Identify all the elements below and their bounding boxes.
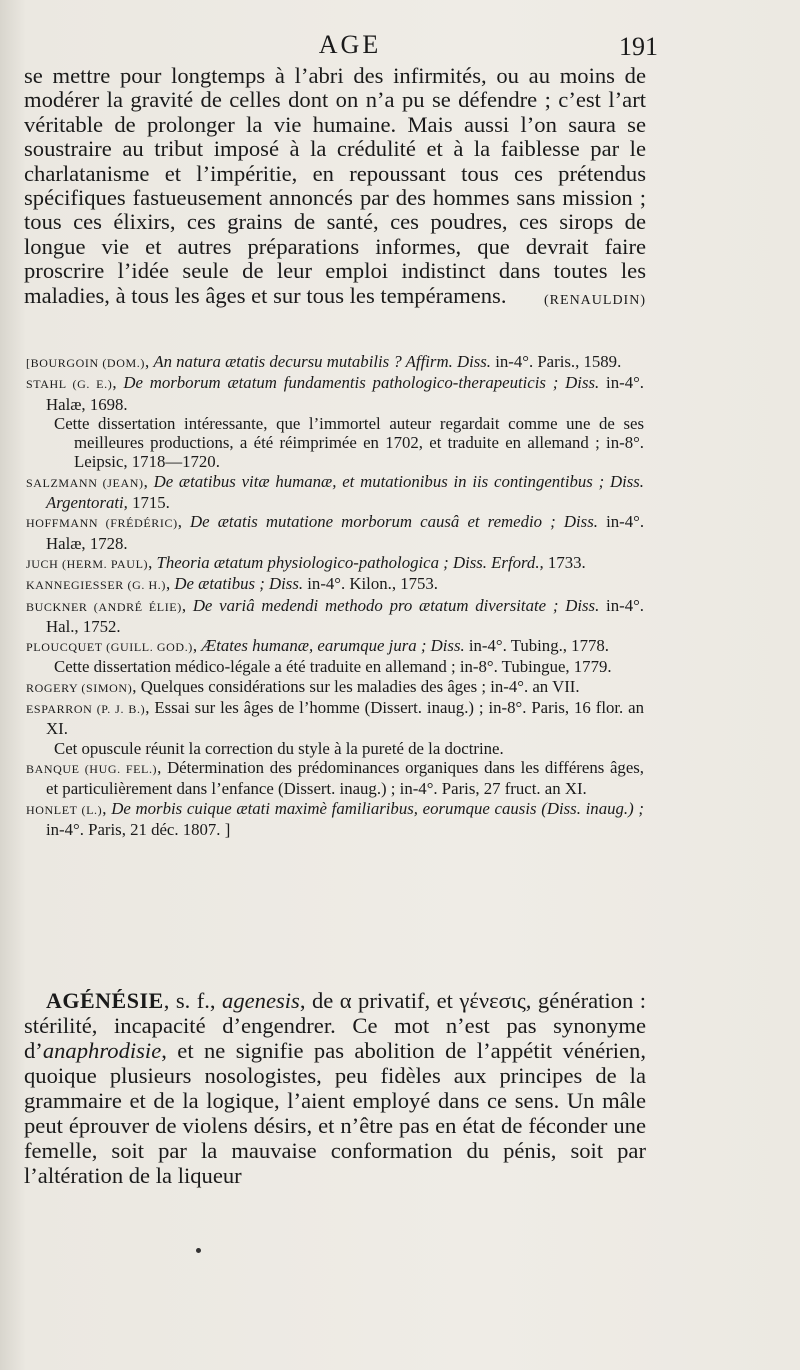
entry-author: STAHL (G. E.) bbox=[26, 377, 113, 392]
entry-author: PLOUCQUET (GUILL. GOD.) bbox=[26, 640, 193, 655]
entry-author: BUCKNER (ANDRÉ ÉLIE) bbox=[26, 599, 182, 614]
entry-title: De variâ medendi methodo pro ætatum diversitate ; Diss. bbox=[192, 595, 600, 615]
entry-author: HOFFMANN (FRÉDÉRIC) bbox=[26, 516, 178, 531]
bibliography-list bbox=[26, 352, 644, 839]
article-text-3: , et ne signifie pas abolition de l’appétit vénérien, quoique plusieurs nosologistes, peu fidèles aux principes de la grammaire et de la logique, l’aient employé dans ce sens. Un mâle peut éprouver de violens désirs, et n’être pas en état de féconder une femelle, soit par la mauvaise conformation du pénis, soit par l’altération de la liqueur bbox=[24, 1038, 646, 1188]
entry-author: SALZMANN (JEAN) bbox=[26, 475, 144, 490]
running-head: AGE bbox=[318, 30, 382, 59]
page-number: 191 bbox=[619, 32, 658, 61]
bibliography-entry: BUCKNER (ANDRÉ ÉLIE), De variâ medendi methodo pro ætatum diversitate ; Diss. in-4°. Hal., 1752. bbox=[26, 595, 644, 636]
note-text: Cette dissertation intéressante, que l’immortel auteur regardait comme une de ses meilleures productions, a été réimprimée en 1702, et traduite en allemand ; in-8°. Leipsic, 1718—1720. bbox=[54, 413, 644, 472]
entry-author: [BOURGOIN (DOM.) bbox=[26, 356, 145, 370]
entry-details: 1733. bbox=[547, 552, 586, 572]
bibliography-entry: STAHL (G. E.), De morborum ætatum fundamentis pathologico-therapeuticis ; Diss. in-4°. Halæ, 1698. bbox=[26, 373, 644, 414]
bibliography-entry: JUCH (HERM. PAUL), Theoria ætatum physiologico-pathologica ; Diss. Erford., 1733. bbox=[26, 552, 586, 572]
entry-details: Quelques considérations sur les maladies des âges ; in-4°. an VII. bbox=[140, 676, 580, 696]
article-headword: AGÉNÉSIE bbox=[46, 988, 164, 1013]
bibliography-note bbox=[26, 414, 644, 472]
author-signature: (RENAULDIN) bbox=[544, 292, 646, 308]
bibliography-entry: HOFFMANN (FRÉDÉRIC), De ætatis mutatione morborum causâ et remedio ; Diss. in-4°. Halæ, 1728. bbox=[26, 512, 645, 553]
article-term-2: anaphrodisie bbox=[42, 1038, 162, 1063]
bibliography-entry: BANQUE (HUG. FEL.), Détermination des prédominances organiques dans les différens âges, et particulièrement dans l’enfance (Dissert. inaug.) ; in-4°. Paris, 27 fruct. an XI. bbox=[26, 757, 644, 799]
entry-author: JUCH (HERM. PAUL) bbox=[26, 556, 149, 571]
entry-author: ESPARRON (P. J. B.) bbox=[26, 702, 146, 717]
article-text-2: , de α privatif, et γένεσις, génération : stérilité, incapacité d’engendrer. Ce mot n’est pas synonyme d’ bbox=[24, 988, 647, 1063]
entry-title: De ætatibus ; Diss. bbox=[174, 574, 304, 594]
entry-author: KANNEGIESSER (G. H.) bbox=[26, 578, 166, 593]
entry-author: ROGERY (SIMON) bbox=[26, 680, 133, 695]
entry-details: 1715. bbox=[132, 493, 170, 513]
entry-title: De ætatis mutatione morborum causâ et remedio ; Diss. bbox=[190, 512, 598, 532]
entry-details: in-4°. Kilon., 1753. bbox=[307, 574, 438, 594]
bibliography-entry: KANNEGIESSER (G. H.), De ætatibus ; Diss. in-4°. Kilon., 1753. bbox=[26, 574, 438, 594]
bibliography-entry: [BOURGOIN (DOM.), An natura ætatis decursu mutabilis ? Affirm. Diss. in-4°. Paris., 1589. bbox=[26, 352, 622, 371]
bibliography-entry: ESPARRON (P. J. B.), Essai sur les âges de l’homme (Dissert. inaug.) ; in-8°. Paris, 16 flor. an XI. bbox=[26, 698, 644, 739]
entry-details: in-4°. Paris, 21 déc. 1807. ] bbox=[46, 819, 231, 839]
entry-title: De ætatibus vitæ humanæ, et mutationibus in iis contingentibus ; Diss. Argentorati, bbox=[46, 471, 645, 513]
bibliography-note bbox=[26, 739, 644, 758]
entry-title: De morborum ætatum fundamentis pathologico-therapeuticis ; Diss. bbox=[123, 373, 600, 393]
body-paragraph bbox=[24, 64, 646, 313]
bibliography-entry: HONLET (L.), De morbis cuique ætati maximè familiaribus, eorumque causis (Diss. inaug.) ; in-4°. Paris, 21 déc. 1807. ] bbox=[26, 798, 644, 839]
article-agenesie bbox=[24, 988, 646, 1188]
ink-speck bbox=[196, 1248, 201, 1253]
entry-author: HONLET (L.) bbox=[26, 802, 103, 817]
entry-title: De morbis cuique ætati maximè familiaribus, eorumque causis (Diss. inaug.) ; bbox=[111, 798, 644, 818]
note-text: Cette dissertation médico-légale a été traduite en allemand ; in-8°. Tubingue, 1779. bbox=[54, 657, 612, 677]
entry-title: Ætates humanæ, earumque jura ; Diss. bbox=[201, 636, 465, 656]
article-text-1: , s. f., bbox=[163, 988, 223, 1013]
body-paragraph-text: se mettre pour longtemps à l’abri des infirmités, ou au moins de modérer la gravité de celles dont on n’a pu se défendre ; c’est l’art véritable de prolonger la vie humaine. Mais aussi l’on saura se soustraire au tribut imposé à la crédulité et à la faiblesse par le charlatanisme et l’impéritie, en repoussant tous ces prétendus spécifiques fastueusement annoncés par des hommes sans mission ; tous ces élixirs, ces grains de santé, ces poudres, ces sirops de longue vie et autres préparations informes, que devrait faire proscrire l’idée seule de leur emploi indistinct dans toutes les maladies, à tous les âges et sur tous les tempéramens. bbox=[24, 63, 646, 308]
entry-details: Essai sur les âges de l’homme (Dissert. inaug.) ; in-8°. Paris, 16 flor. an XI. bbox=[46, 698, 644, 739]
entry-details: in-4°. Halæ, 1698. bbox=[46, 373, 644, 414]
entry-details: in-4°. Tubing., 1778. bbox=[468, 636, 609, 656]
entry-details: in-4°. Hal., 1752. bbox=[46, 595, 644, 636]
bibliography-note bbox=[26, 657, 644, 676]
article-term-1: agenesis bbox=[222, 988, 300, 1013]
note-text: Cet opuscule réunit la correction du style à la pureté de la doctrine. bbox=[54, 738, 504, 758]
entry-details: in-4°. Paris., 1589. bbox=[495, 352, 622, 371]
bibliography-entry: ROGERY (SIMON), Quelques considérations sur les maladies des âges ; in-4°. an VII. bbox=[26, 676, 580, 696]
entry-details: in-4°. Halæ, 1728. bbox=[46, 512, 645, 553]
bibliography-entry: SALZMANN (JEAN), De ætatibus vitæ humanæ, et mutationibus in iis contingentibus ; Diss. Argentorati, 1715. bbox=[26, 471, 645, 513]
page-header bbox=[40, 30, 660, 64]
entry-author: BANQUE (HUG. FEL.) bbox=[26, 761, 158, 776]
entry-title: Theoria ætatum physiologico-pathologica ; Diss. Erford., bbox=[156, 552, 544, 572]
entry-details: Détermination des prédominances organiques dans les différens âges, et particulièrement dans l’enfance (Dissert. inaug.) ; in-4°. Paris, 27 fruct. an XI. bbox=[46, 757, 644, 799]
bibliography-entry: PLOUCQUET (GUILL. GOD.), Ætates humanæ, earumque jura ; Diss. in-4°. Tubing., 1778. bbox=[26, 636, 609, 656]
entry-title: An natura ætatis decursu mutabilis ? Affirm. Diss. bbox=[153, 352, 492, 371]
